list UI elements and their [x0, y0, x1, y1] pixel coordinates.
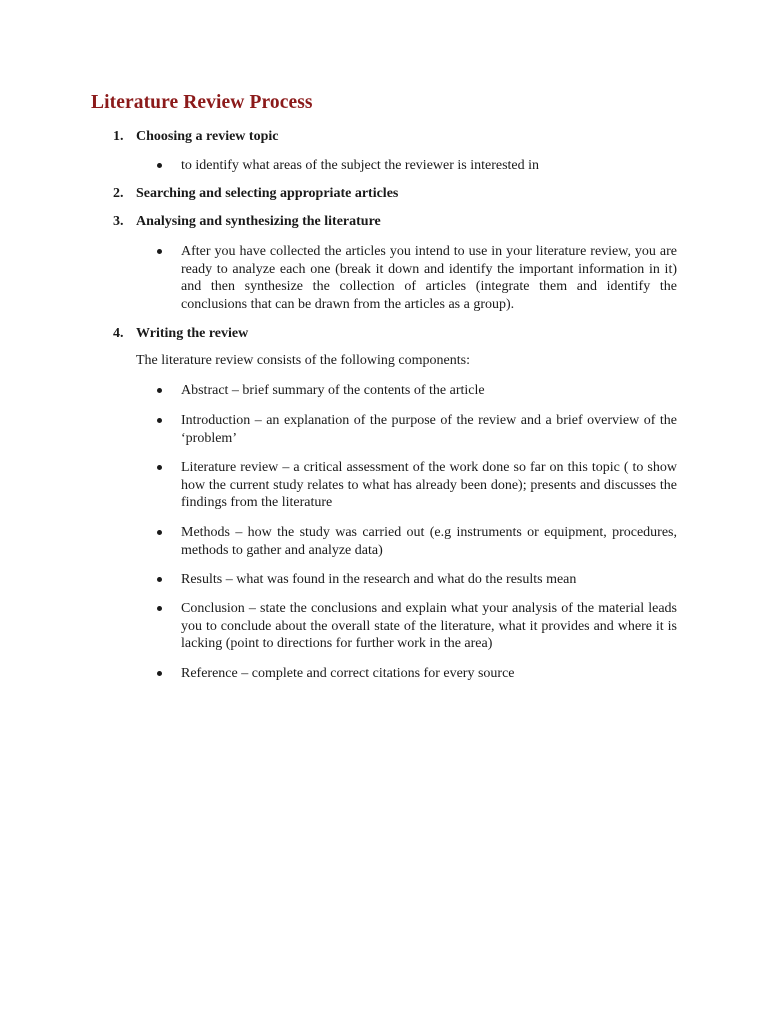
bullet-marker — [157, 671, 165, 677]
bullet-text: Results – what was found in the research and what do the results mean — [181, 572, 577, 587]
bullet-text: Literature review – a critical assessment of the work done so far on this topic ( to show how the current study relates to what has already been done); presents and discusses the findings from the literature — [181, 460, 677, 510]
bullet-text: Reference – complete and correct citations for every source — [181, 666, 515, 681]
bullet-text: After you have collected the articles you intend to use in your literature review, you are ready to analyze each one (break it down and identify the important information in it) and then synthesize the collection of articles (integrate them and identify the conclusions that can be drawn from the articles as a group). — [181, 244, 677, 312]
bullet-marker — [157, 418, 165, 424]
step-heading: Analysing and synthesizing the literature — [136, 214, 381, 229]
section-intro: The literature review consists of the following components: — [136, 353, 470, 368]
bullet-marker — [157, 530, 165, 536]
bullet-text: Methods – how the study was carried out (e.g instruments or equipment, procedures, methods to gather and analyze data) — [181, 525, 677, 558]
bullet-text: to identify what areas of the subject the reviewer is interested in — [181, 158, 540, 173]
step-number: 4. — [113, 326, 124, 341]
step-heading: Writing the review — [136, 326, 249, 341]
step-number: 2. — [113, 186, 124, 201]
step-heading: Choosing a review topic — [136, 129, 279, 144]
step-number: 1. — [113, 129, 124, 144]
bullet-text: Introduction – an explanation of the purpose of the review and a brief overview of the ‘problem’ — [181, 413, 677, 446]
bullet-marker — [157, 465, 165, 471]
bullet-text: Abstract – brief summary of the contents of the article — [181, 383, 485, 398]
page-title: Literature Review Process — [91, 92, 313, 113]
step-number: 3. — [113, 214, 124, 229]
bullet-marker — [157, 606, 165, 612]
step-heading: Searching and selecting appropriate articles — [136, 186, 399, 201]
bullet-marker — [157, 577, 165, 583]
bullet-marker — [157, 249, 165, 255]
bullet-text: Conclusion – state the conclusions and explain what your analysis of the material leads you to conclude about the overall state of the literature, what it provides and where it is lacking (point to directions for further work in the area) — [181, 601, 677, 651]
bullet-marker — [157, 388, 165, 394]
bullet-marker — [157, 163, 165, 169]
